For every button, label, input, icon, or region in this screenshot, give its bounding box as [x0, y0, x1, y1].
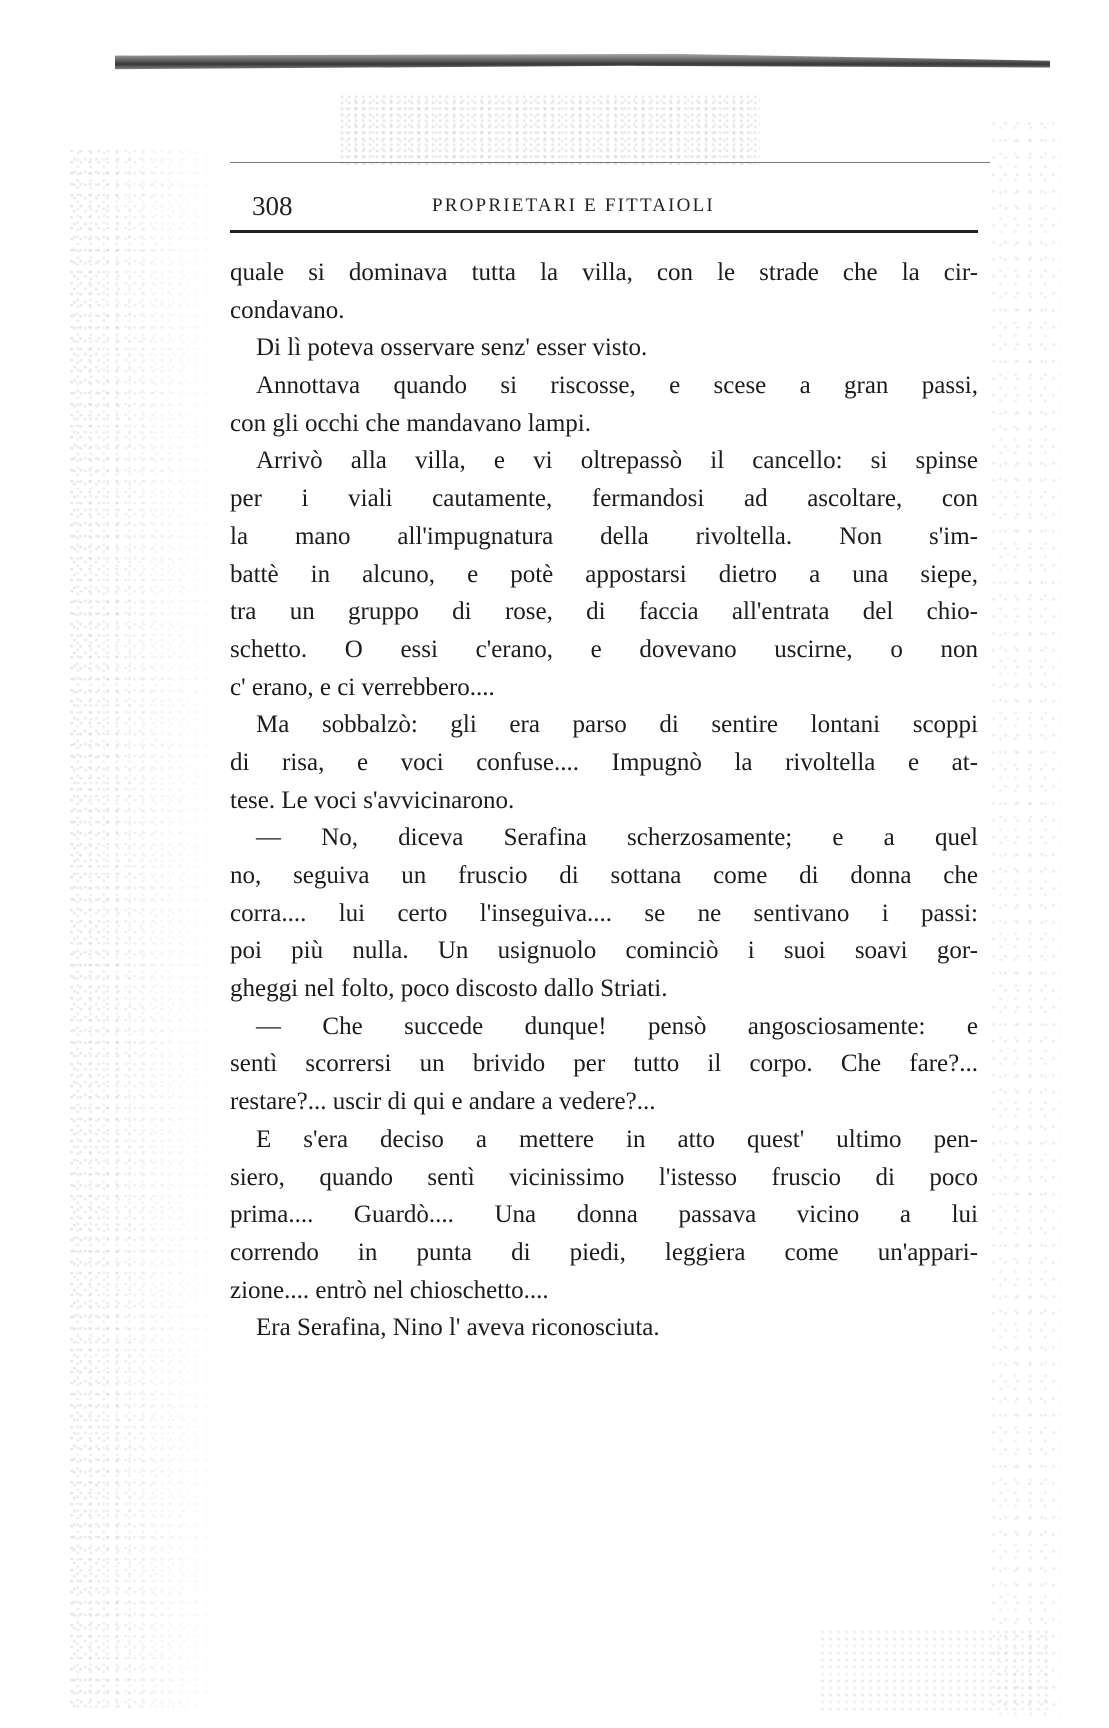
scan-speckle-right [990, 120, 1060, 1720]
page-number: 308 [252, 191, 293, 221]
text-line: Arrivò alla villa, e vi oltrepassò il cancello: si spinse [256, 447, 978, 475]
text-line: poi più nulla. Un usignuolo cominciò i suoi soavi gor- [230, 937, 978, 965]
scan-speckle-top [340, 95, 760, 165]
text-line: corra.... lui certo l'inseguiva.... se ne sentivano i passi: [230, 899, 978, 927]
text-line: c' erano, e ci verrebbero.... [230, 673, 495, 701]
text-line: tese. Le voci s'avvicinarono. [230, 786, 515, 814]
text-line: la mano all'impugnatura della rivoltella. Non s'im- [230, 522, 978, 550]
text-line: gheggi nel folto, poco discosto dallo Striati. [230, 975, 668, 1003]
text-line: sentì scorrersi un brivido per tutto il corpo. Che fare?... [230, 1050, 978, 1078]
text-line: battè in alcuno, e potè appostarsi dietro a una siepe, [230, 560, 978, 588]
text-line: E s'era deciso a mettere in atto quest' ultimo pen- [256, 1125, 978, 1153]
text-line: Ma sobbalzò: gli era parso di sentire lontani scoppi [256, 711, 978, 739]
body-text [230, 254, 978, 1347]
scan-edge-shadow [115, 42, 1050, 76]
header-rule-top [230, 162, 990, 163]
text-line: restare?... uscir di qui e andare a vedere?... [230, 1088, 656, 1116]
text-line: condavano. [230, 296, 345, 324]
text-line: no, seguiva un fruscio di sottana come di donna che [230, 862, 978, 889]
text-line: per i viali cautamente, fermandosi ad ascoltare, con [230, 485, 978, 513]
text-line: schetto. O essi c'erano, e dovevano uscirne, o non [230, 635, 978, 663]
text-line: con gli occhi che mandavano lampi. [230, 409, 591, 437]
text-line: di risa, e voci confuse.... Impugnò la rivoltella e at- [230, 748, 978, 776]
running-head [230, 186, 975, 226]
text-line: zione.... entrò nel chioschetto.... [230, 1276, 549, 1304]
text-line: correndo in punta di piedi, leggiera come un'appari- [230, 1238, 978, 1266]
running-title: PROPRIETARI E FITTAIOLI [432, 195, 715, 216]
text-line: tra un gruppo di rose, di faccia all'entrata del chio- [230, 598, 978, 626]
text-line: Era Serafina, Nino l' aveva riconosciuta. [256, 1314, 660, 1342]
text-line: siero, quando sentì vicinissimo l'istesso fruscio di poco [230, 1163, 978, 1191]
scan-speckle-bottom [820, 1630, 1050, 1710]
text-line: Annottava quando si riscosse, e scese a gran passi, [256, 372, 978, 400]
text-line: quale si dominava tutta la villa, con le strade che la cir- [230, 259, 978, 286]
header-rule-bottom [230, 230, 978, 233]
scan-speckle-left [70, 150, 230, 1710]
text-line: prima.... Guardò.... Una donna passava vicino a lui [230, 1201, 978, 1229]
text-line: — No, diceva Serafina scherzosamente; e a quel [256, 824, 978, 852]
text-line: Di lì poteva osservare senz' esser visto. [256, 334, 648, 362]
text-line: — Che succede dunque! pensò angosciosamente: e [256, 1012, 978, 1040]
